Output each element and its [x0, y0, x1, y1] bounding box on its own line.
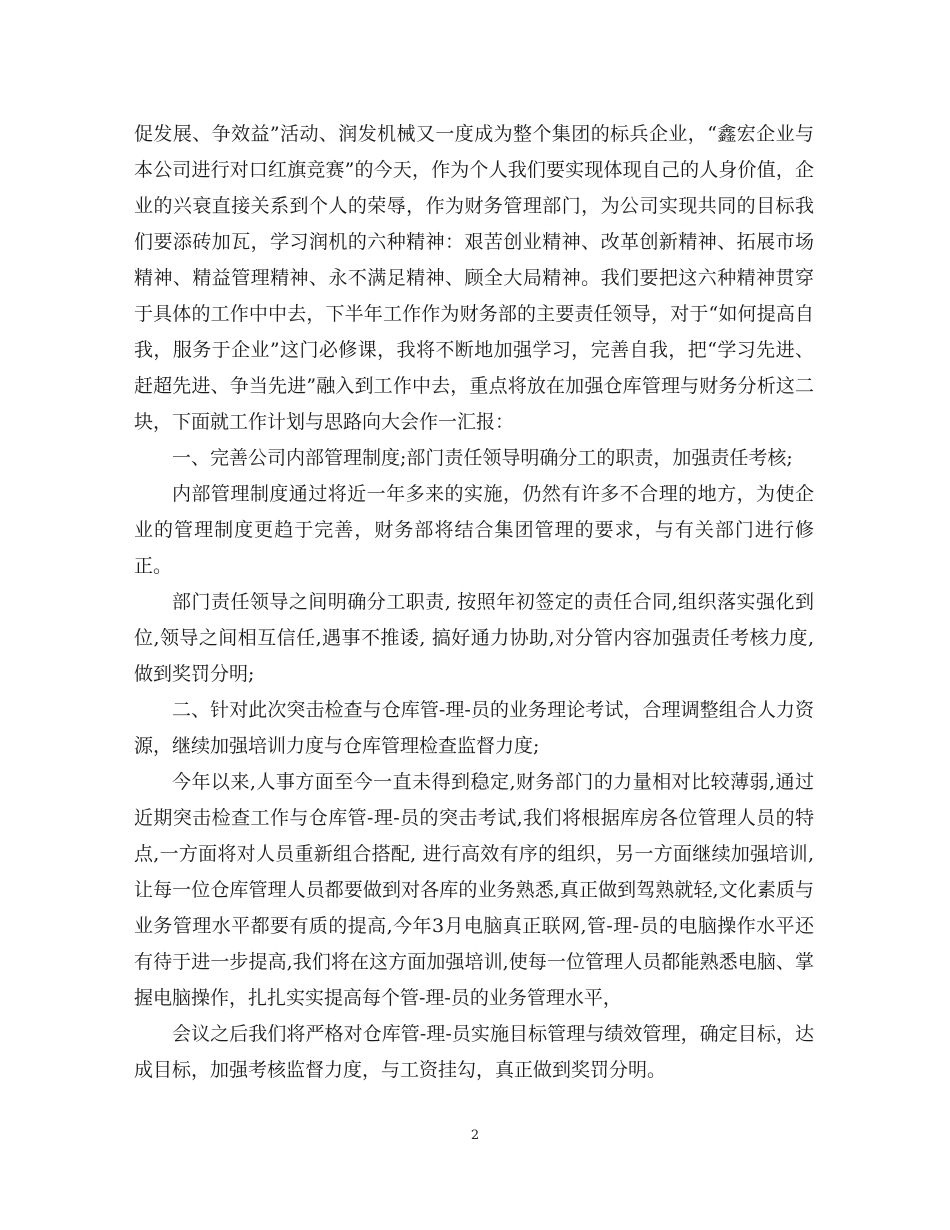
document-body	[134, 116, 814, 1088]
body-paragraph-2: 内部管理制度通过将近一年多来的实施，仍然有许多不合理的地方，为使企业的管理制度更趋于完善，财务部将结合集团管理的要求，与有关部门进行修正。	[134, 483, 814, 577]
body-paragraph-5: 会议之后我们将严格对仓库管-理-员实施目标管理与绩效管理，确定目标，达成目标，加强考核监督力度，与工资挂勾，真正做到奖罚分明。	[134, 1023, 814, 1081]
body-paragraph-3: 部门责任领导之间明确分工职责, 按照年初签定的责任合同,组织落实强化到位,领导之间相互信任,遇事不推诿, 搞好通力协助,对分管内容加强责任考核力度,做到奖罚分明;	[134, 591, 814, 685]
section-heading-2: 二、针对此次突击检查与仓库管-理-员的业务理论考试，合理调整组合人力资源，继续加强培训力度与仓库管理检查监督力度;	[134, 699, 814, 757]
page-number: 2	[470, 1128, 480, 1143]
body-paragraph-1: 促发展、争效益”活动、润发机械又一度成为整个集团的标兵企业，“鑫宏企业与本公司进行对口红旗竞赛”的今天，作为个人我们要实现体现自己的人身价值，企业的兴衰直接关系到个人的荣辱，作为财务管理部门，为公司实现共同的目标我们要添砖加瓦，学习润机的六种精神：艰苦创业精神、改革创新精神、拓展市场精神、精益管理精神、永不满足精神、顾全大局精神。我们要把这六种精神贯穿于具体的工作中中去，下半年工作作为财务部的主要责任领导，对于“如何提高自我，服务于企业”这门必修课，我将不断地加强学习，完善自我，把“学习先进、赶超先进、争当先进”融入到工作中去，重点将放在加强仓库管理与财务分析这二块，下面就工作计划与思路向大会作一汇报：	[134, 123, 814, 433]
body-paragraph-4: 今年以来,人事方面至今一直未得到稳定,财务部门的力量相对比较薄弱,通过近期突击检查工作与仓库管-理-员的突击考试,我们将根据库房各位管理人员的特点,一方面将对人员重新组合搭配, 进行高效有序的组织，另一方面继续加强培训, 让每一位仓库管理人员都要做到对各库的业务熟悉,真正做到驾熟就轻,文化素质与业务管理水平都要有质的提高,今年3月电脑真正联网,管-理-员的电脑操作水平还有待于进一步提高,我们将在这方面加强培训,使每一位管理人员都能熟悉电脑、掌握电脑操作，扎扎实实提高每个管-理-员的业务管理水平，	[134, 771, 814, 1009]
section-heading-1: 一、完善公司内部管理制度;部门责任领导明确分工的职责，加强责任考核;	[172, 447, 793, 469]
